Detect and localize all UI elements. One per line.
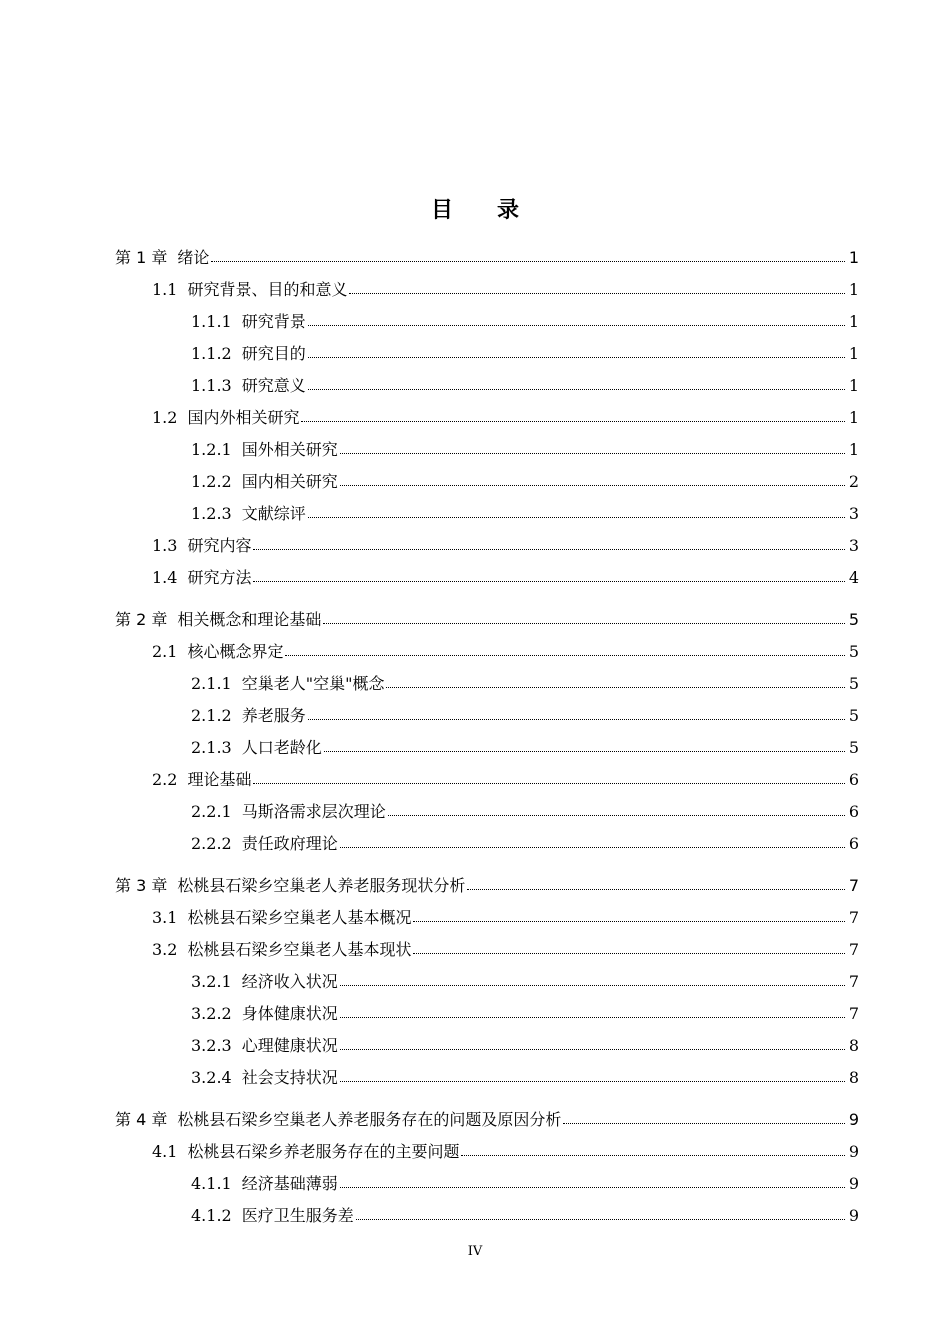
toc-entry-page: 5 xyxy=(848,738,859,757)
toc-entry-title: 责任政府理论 xyxy=(241,834,338,853)
toc-entry-title: 文献综评 xyxy=(241,504,306,523)
toc-entry-page: 8 xyxy=(848,1068,859,1087)
toc-entry-number: 1.1 xyxy=(152,280,178,299)
toc-entry-number: 4.1.2 xyxy=(191,1206,232,1225)
toc-dot-leader xyxy=(340,1081,845,1082)
toc-entry-page: 9 xyxy=(848,1206,859,1225)
toc-section-entry[interactable] xyxy=(0,998,950,1030)
table-of-contents xyxy=(0,242,950,1232)
toc-section-entry[interactable] xyxy=(0,466,950,498)
toc-entry-page: 9 xyxy=(848,1174,859,1193)
toc-entry-number: 1.1.3 xyxy=(191,376,232,395)
toc-dot-leader xyxy=(467,889,845,890)
toc-entry-title: 松桃县石梁乡空巢老人基本现状 xyxy=(187,940,412,959)
toc-entry-page: 4 xyxy=(848,568,859,587)
toc-entry-page: 5 xyxy=(848,706,859,725)
toc-entry-title: 马斯洛需求层次理论 xyxy=(241,802,386,821)
toc-dot-leader xyxy=(308,517,845,518)
toc-entry-number: 2.1.1 xyxy=(191,674,232,693)
toc-entry-number: 第 2 章 xyxy=(115,610,168,629)
toc-entry-page: 9 xyxy=(848,1142,859,1161)
toc-chapter-entry[interactable] xyxy=(0,604,950,636)
toc-section-entry[interactable] xyxy=(0,434,950,466)
toc-entry-page: 3 xyxy=(848,536,859,555)
toc-dot-leader xyxy=(340,453,845,454)
toc-dot-leader xyxy=(308,357,845,358)
page-title-char-1: 目 xyxy=(430,197,453,223)
toc-entry-page: 5 xyxy=(848,674,859,693)
toc-entry-page: 2 xyxy=(848,472,859,491)
toc-entry-number: 1.2.1 xyxy=(191,440,232,459)
toc-entry-title: 松桃县石梁乡空巢老人基本概况 xyxy=(187,908,412,927)
toc-entry-number: 2.1 xyxy=(152,642,178,661)
toc-section-entry[interactable] xyxy=(0,764,950,796)
toc-dot-leader xyxy=(563,1123,845,1124)
toc-section-entry[interactable] xyxy=(0,668,950,700)
toc-dot-leader xyxy=(324,751,845,752)
toc-entry-page: 6 xyxy=(848,770,859,789)
toc-dot-leader xyxy=(388,815,845,816)
toc-section-entry[interactable] xyxy=(0,636,950,668)
toc-dot-leader xyxy=(461,1155,845,1156)
toc-entry-page: 1 xyxy=(848,376,859,395)
toc-dot-leader xyxy=(308,325,845,326)
toc-section-entry[interactable] xyxy=(0,1062,950,1094)
toc-dot-leader xyxy=(323,623,845,624)
toc-entry-number: 2.2.1 xyxy=(191,802,232,821)
toc-section-entry[interactable] xyxy=(0,796,950,828)
toc-section-entry[interactable] xyxy=(0,274,950,306)
toc-entry-page: 7 xyxy=(848,972,859,991)
toc-entry-title: 相关概念和理论基础 xyxy=(177,610,322,629)
toc-entry-title: 社会支持状况 xyxy=(241,1068,338,1087)
toc-entry-title: 研究背景 xyxy=(241,312,306,331)
toc-entry-page: 7 xyxy=(848,908,859,927)
toc-section-entry[interactable] xyxy=(0,562,950,594)
toc-dot-leader xyxy=(308,719,845,720)
toc-section-entry[interactable] xyxy=(0,1168,950,1200)
toc-section-entry[interactable] xyxy=(0,828,950,860)
toc-section-entry[interactable] xyxy=(0,306,950,338)
toc-entry-number: 4.1.1 xyxy=(191,1174,232,1193)
toc-chapter-entry[interactable] xyxy=(0,1104,950,1136)
toc-entry-page: 7 xyxy=(848,940,859,959)
toc-dot-leader xyxy=(340,485,845,486)
toc-entry-title: 松桃县石梁乡养老服务存在的主要问题 xyxy=(187,1142,460,1161)
toc-entry-number: 2.1.2 xyxy=(191,706,232,725)
toc-entry-page: 5 xyxy=(848,610,859,629)
toc-entry-page: 1 xyxy=(848,344,859,363)
toc-dot-leader xyxy=(253,549,845,550)
toc-dot-leader xyxy=(301,421,845,422)
toc-entry-title: 研究意义 xyxy=(241,376,306,395)
toc-section-entry[interactable] xyxy=(0,902,950,934)
toc-entry-number: 3.2.4 xyxy=(191,1068,232,1087)
toc-entry-title: 理论基础 xyxy=(187,770,252,789)
toc-entry-number: 第 3 章 xyxy=(115,876,168,895)
toc-entry-title: 核心概念界定 xyxy=(187,642,284,661)
toc-chapter-entry[interactable] xyxy=(0,870,950,902)
toc-dot-leader xyxy=(356,1219,845,1220)
toc-section-entry[interactable] xyxy=(0,338,950,370)
toc-section-entry[interactable] xyxy=(0,498,950,530)
toc-section-entry[interactable] xyxy=(0,530,950,562)
toc-entry-page: 3 xyxy=(848,504,859,523)
toc-dot-leader xyxy=(340,1017,845,1018)
toc-entry-number: 3.2.2 xyxy=(191,1004,232,1023)
toc-entry-page: 1 xyxy=(848,312,859,331)
toc-dot-leader xyxy=(211,261,845,262)
toc-entry-title: 空巢老人"空巢"概念 xyxy=(241,674,385,693)
toc-section-entry[interactable] xyxy=(0,732,950,764)
toc-entry-number: 1.2.2 xyxy=(191,472,232,491)
page-number: IV xyxy=(467,1244,483,1259)
toc-dot-leader xyxy=(308,389,845,390)
toc-dot-leader xyxy=(340,847,845,848)
toc-entry-title: 研究目的 xyxy=(241,344,306,363)
toc-entry-number: 4.1 xyxy=(152,1142,178,1161)
toc-entry-page: 9 xyxy=(848,1110,859,1129)
toc-entry-title: 医疗卫生服务差 xyxy=(241,1206,354,1225)
toc-entry-title: 养老服务 xyxy=(241,706,306,725)
toc-section-entry[interactable] xyxy=(0,370,950,402)
toc-entry-number: 1.2.3 xyxy=(191,504,232,523)
toc-entry-page: 1 xyxy=(848,440,859,459)
toc-dot-leader xyxy=(413,953,845,954)
toc-entry-number: 1.4 xyxy=(152,568,178,587)
toc-entry-title: 松桃县石梁乡空巢老人养老服务存在的问题及原因分析 xyxy=(177,1110,562,1129)
toc-entry-title: 松桃县石梁乡空巢老人养老服务现状分析 xyxy=(177,876,466,895)
page-title xyxy=(0,193,950,224)
toc-entry-number: 3.2.3 xyxy=(191,1036,232,1055)
toc-section-entry[interactable] xyxy=(0,934,950,966)
toc-entry-number: 1.1.1 xyxy=(191,312,232,331)
toc-section-entry[interactable] xyxy=(0,402,950,434)
toc-entry-number: 1.3 xyxy=(152,536,178,555)
toc-entry-title: 研究背景、目的和意义 xyxy=(187,280,348,299)
toc-section-entry[interactable] xyxy=(0,700,950,732)
toc-dot-leader xyxy=(340,985,845,986)
toc-entry-title: 研究内容 xyxy=(187,536,252,555)
toc-entry-page: 1 xyxy=(848,248,859,267)
toc-entry-page: 5 xyxy=(848,642,859,661)
toc-section-entry[interactable] xyxy=(0,1030,950,1062)
toc-entry-title: 经济收入状况 xyxy=(241,972,338,991)
toc-entry-page: 7 xyxy=(848,1004,859,1023)
toc-entry-title: 人口老龄化 xyxy=(241,738,322,757)
toc-entry-number: 3.2.1 xyxy=(191,972,232,991)
toc-chapter-entry[interactable] xyxy=(0,242,950,274)
toc-dot-leader xyxy=(340,1187,845,1188)
toc-entry-number: 3.1 xyxy=(152,908,178,927)
toc-entry-title: 绪论 xyxy=(177,248,210,267)
page-title-char-2: 录 xyxy=(497,197,520,223)
toc-entry-number: 1.1.2 xyxy=(191,344,232,363)
toc-entry-page: 8 xyxy=(848,1036,859,1055)
toc-dot-leader xyxy=(413,921,845,922)
toc-entry-number: 2.2.2 xyxy=(191,834,232,853)
toc-entry-title: 身体健康状况 xyxy=(241,1004,338,1023)
toc-entry-title: 心理健康状况 xyxy=(241,1036,338,1055)
toc-section-entry[interactable] xyxy=(0,1136,950,1168)
toc-entry-number: 2.2 xyxy=(152,770,178,789)
toc-entry-title: 经济基础薄弱 xyxy=(241,1174,338,1193)
toc-entry-page: 1 xyxy=(848,408,859,427)
toc-entry-title: 国内外相关研究 xyxy=(187,408,300,427)
toc-entry-title: 研究方法 xyxy=(187,568,252,587)
toc-entry-page: 7 xyxy=(848,876,859,895)
toc-entry-page: 1 xyxy=(848,280,859,299)
toc-entry-number: 第 4 章 xyxy=(115,1110,168,1129)
toc-entry-page: 6 xyxy=(848,802,859,821)
toc-entry-page: 6 xyxy=(848,834,859,853)
toc-section-entry[interactable] xyxy=(0,966,950,998)
toc-entry-title: 国外相关研究 xyxy=(241,440,338,459)
toc-section-entry[interactable] xyxy=(0,1200,950,1232)
toc-entry-title: 国内相关研究 xyxy=(241,472,338,491)
toc-entry-number: 2.1.3 xyxy=(191,738,232,757)
toc-dot-leader xyxy=(340,1049,845,1050)
toc-dot-leader xyxy=(253,783,845,784)
toc-dot-leader xyxy=(349,293,845,294)
toc-entry-number: 3.2 xyxy=(152,940,178,959)
toc-entry-number: 1.2 xyxy=(152,408,178,427)
toc-dot-leader xyxy=(285,655,845,656)
toc-dot-leader xyxy=(253,581,845,582)
toc-entry-number: 第 1 章 xyxy=(115,248,168,267)
toc-dot-leader xyxy=(386,687,845,688)
